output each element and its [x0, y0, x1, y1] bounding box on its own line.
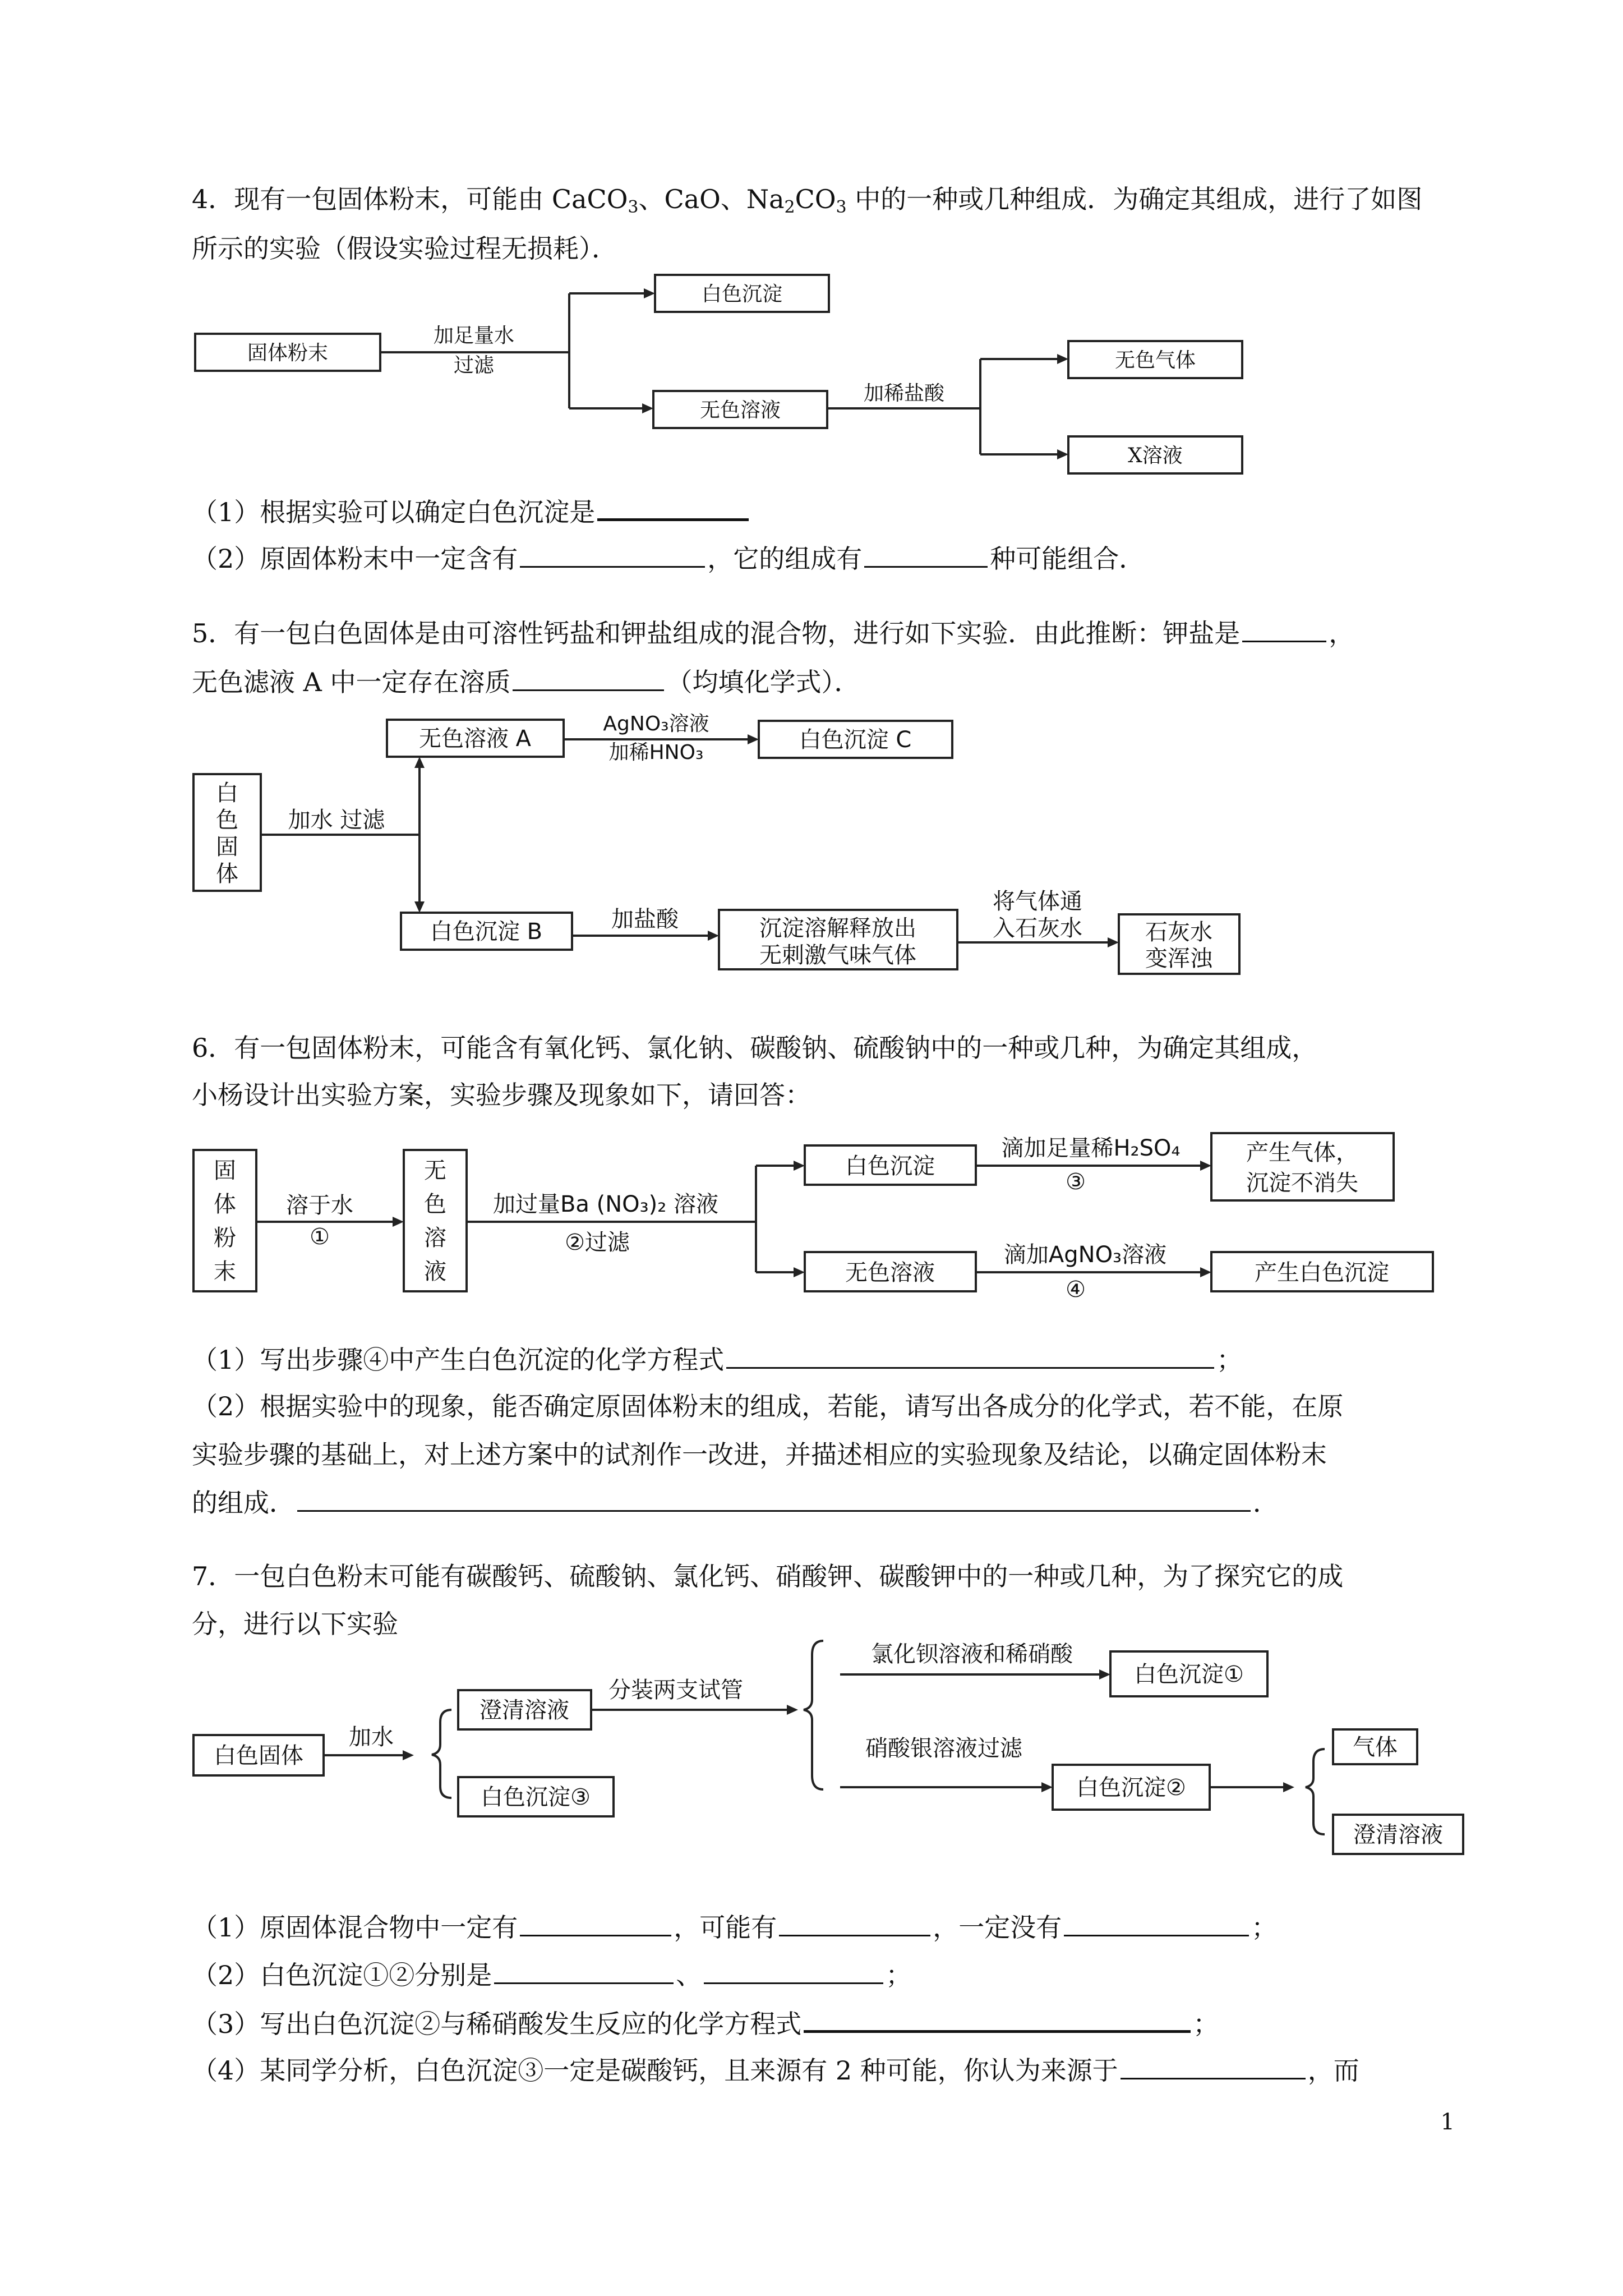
q6-label-white-precipitate: 产生白色沉淀	[1255, 1260, 1389, 1286]
q5-label-precipitate-b: 白色沉淀 B	[430, 919, 543, 945]
q6-label-sol-3: 溶	[424, 1225, 446, 1251]
answer-blank[interactable]	[494, 1958, 674, 1984]
q7-label-bacl2: 氯化钡溶液和稀硝酸	[871, 1641, 1073, 1667]
q7-label-clear2: 澄清溶液	[1353, 1822, 1443, 1848]
q6-sub1: （1）写出步骤④中产生白色沉淀的化学方程式 ；	[192, 1342, 1242, 1377]
q6-label-filtrate2: 无色溶液	[845, 1260, 935, 1286]
answer-blank[interactable]	[704, 1958, 883, 1984]
page-number: 1	[1440, 2109, 1455, 2135]
q6-label-step4: ④	[1066, 1277, 1086, 1303]
q6-label-step3: ③	[1066, 1169, 1086, 1195]
q4-label-x-solution: X溶液	[1128, 444, 1183, 467]
q7-label-precipitate1: 白色沉淀①	[1134, 1662, 1244, 1687]
q6-label-solid-3: 粉	[214, 1225, 236, 1251]
answer-blank[interactable]	[1064, 1910, 1249, 1936]
q6-label-step1: ①	[310, 1224, 330, 1250]
q6-label-solid-4: 末	[214, 1259, 236, 1285]
q6-stem-line1: 6．有一包固体粉末，可能含有氧化钙、氯化钠、碳酸钠、硫酸钠中的一种或几种，为确定其组成，	[192, 1033, 1318, 1063]
q6-label-dissolve: 溶于水	[286, 1193, 353, 1218]
q7-label-gas: 气体	[1353, 1734, 1398, 1760]
q5-stem-line2: 无色滤液 A 中一定存在溶质 （均填化学式）．	[192, 665, 860, 699]
answer-blank[interactable]	[804, 2005, 1191, 2033]
q6-label-sol-2: 色	[424, 1191, 446, 1217]
q7-sub2: （2）白色沉淀①②分别是 、 ；	[192, 1958, 911, 1992]
q6-label-agno3: 滴加AgNO₃溶液	[1003, 1242, 1167, 1268]
q6-label-precipitate: 白色沉淀	[845, 1153, 935, 1179]
q4-label-white-precipitate: 白色沉淀	[701, 283, 783, 306]
q5-label-agno3: AgNO₃溶液	[603, 712, 709, 735]
q5-label-add-water-filter: 加水 过滤	[288, 807, 385, 833]
q5-label-precipitate-c: 白色沉淀 C	[799, 727, 912, 753]
q6-sub2-line1: （2）根据实验中的现象，能否确定原固体粉末的组成，若能，请写出各成分的化学式，若不能，在原	[192, 1391, 1344, 1421]
q5-label-filtrate-a: 无色溶液 A	[418, 726, 532, 752]
q5-label-white-1: 白	[216, 780, 238, 806]
q5-stem-line1: 5．有一包白色固体是由可溶性钙盐和钾盐组成的混合物，进行如下实验．由此推断：钾盐是 ，	[192, 616, 1354, 650]
answer-blank[interactable]	[520, 1910, 671, 1936]
q4-stem-line2: 所示的实验（假设实验过程无损耗）．	[192, 233, 617, 264]
q7-label-split: 分装两支试管	[608, 1677, 743, 1703]
q5-label-white-4: 体	[216, 861, 238, 887]
q7-label-add-water: 加水	[349, 1724, 394, 1750]
q5-label-dissolve-1: 沉淀溶解释放出	[759, 915, 916, 941]
q6-label-sol-4: 液	[424, 1259, 446, 1285]
q4-label-filter: 过滤	[453, 354, 495, 377]
q6-stem-line2: 小杨设计出实验方案，实验步骤及现象如下，请回答：	[192, 1080, 811, 1110]
q7-sub3: （3）写出白色沉淀②与稀硝酸发生反应的化学方程式 ；	[192, 2005, 1219, 2041]
q4-label-colorless-solution: 无色溶液	[699, 399, 781, 422]
q5-label-limewater-1: 石灰水	[1145, 919, 1212, 945]
q4-label-colorless-gas: 无色气体	[1114, 349, 1196, 372]
q6-label-step2: ②过滤	[565, 1230, 630, 1255]
q7-label-white-solid: 白色固体	[214, 1743, 303, 1769]
q7-stem-line2: 分，进行以下实验	[192, 1609, 398, 1639]
q7-label-clear-solution: 澄清溶液	[479, 1697, 569, 1723]
answer-blank[interactable]	[779, 1910, 930, 1936]
q6-sub2-line2: 实验步骤的基础上，对上述方案中的试剂作一改进，并描述相应的实验现象及结论，以确定固体粉末	[192, 1439, 1327, 1470]
q6-label-solid-1: 固	[214, 1158, 236, 1184]
q5-label-gas-top: 将气体通	[993, 889, 1082, 914]
q7-stem-line1: 7．一包白色粉末可能有碳酸钙、硫酸钠、氯化钙、硝酸钾、碳酸钾中的一种或几种，为了探究它的成	[192, 1561, 1344, 1591]
q4-label-add-water: 加足量水	[433, 324, 515, 347]
q5-label-add-hcl: 加盐酸	[611, 907, 679, 932]
q4-sub1: （1）根据实验可以确定白色沉淀是	[192, 494, 751, 529]
q5-label-hno3: 加稀HNO₃	[608, 741, 704, 764]
q6-sub2-line3: 的组成． ．	[192, 1485, 1279, 1520]
q4-sub2: （2）原固体粉末中一定含有 ，它的组成有 种可能组合．	[192, 541, 1145, 576]
q6-label-gas-1: 产生气体，	[1246, 1140, 1358, 1166]
q6-label-gas-2: 沉淀不消失	[1246, 1170, 1358, 1196]
q6-label-solid-2: 体	[214, 1191, 236, 1217]
q7-label-agno3-filter: 硝酸银溶液过滤	[865, 1736, 1022, 1761]
answer-blank[interactable]	[1121, 2053, 1306, 2079]
q4-stem-line1: 4．现有一包固体粉末，可能由 CaCO$_3$、CaO、$Na_2CO_3$ 中的一种或几种组成．为确定其组成，进行了如图	[192, 184, 1423, 217]
q5-label-dissolve-2: 无刺激气味气体	[759, 942, 916, 968]
q4-label-solid-powder: 固体粉末	[247, 342, 329, 365]
q5-label-gas-bottom: 入石灰水	[993, 915, 1082, 941]
q6-label-h2so4: 滴加足量稀H₂SO₄	[1001, 1135, 1181, 1161]
q7-label-precipitate2: 白色沉淀②	[1076, 1775, 1186, 1801]
q4-label-add-hcl: 加稀盐酸	[863, 382, 945, 405]
q5-label-white-2: 色	[216, 807, 238, 833]
q7-sub1: （1）原固体混合物中一定有 ，可能有 ，一定没有 ；	[192, 1910, 1277, 1944]
q7-sub4: （4）某同学分析，白色沉淀③一定是碳酸钙，且来源有 2 种可能，你认为来源于 ，而	[192, 2053, 1359, 2087]
q6-label-sol-1: 无	[424, 1158, 446, 1184]
q7-label-precipitate3: 白色沉淀③	[481, 1784, 591, 1810]
q5-label-white-3: 固	[216, 834, 238, 860]
q6-label-ba-no3: 加过量Ba (NO₃)₂ 溶液	[492, 1191, 719, 1217]
q5-label-limewater-2: 变浑浊	[1145, 946, 1212, 972]
